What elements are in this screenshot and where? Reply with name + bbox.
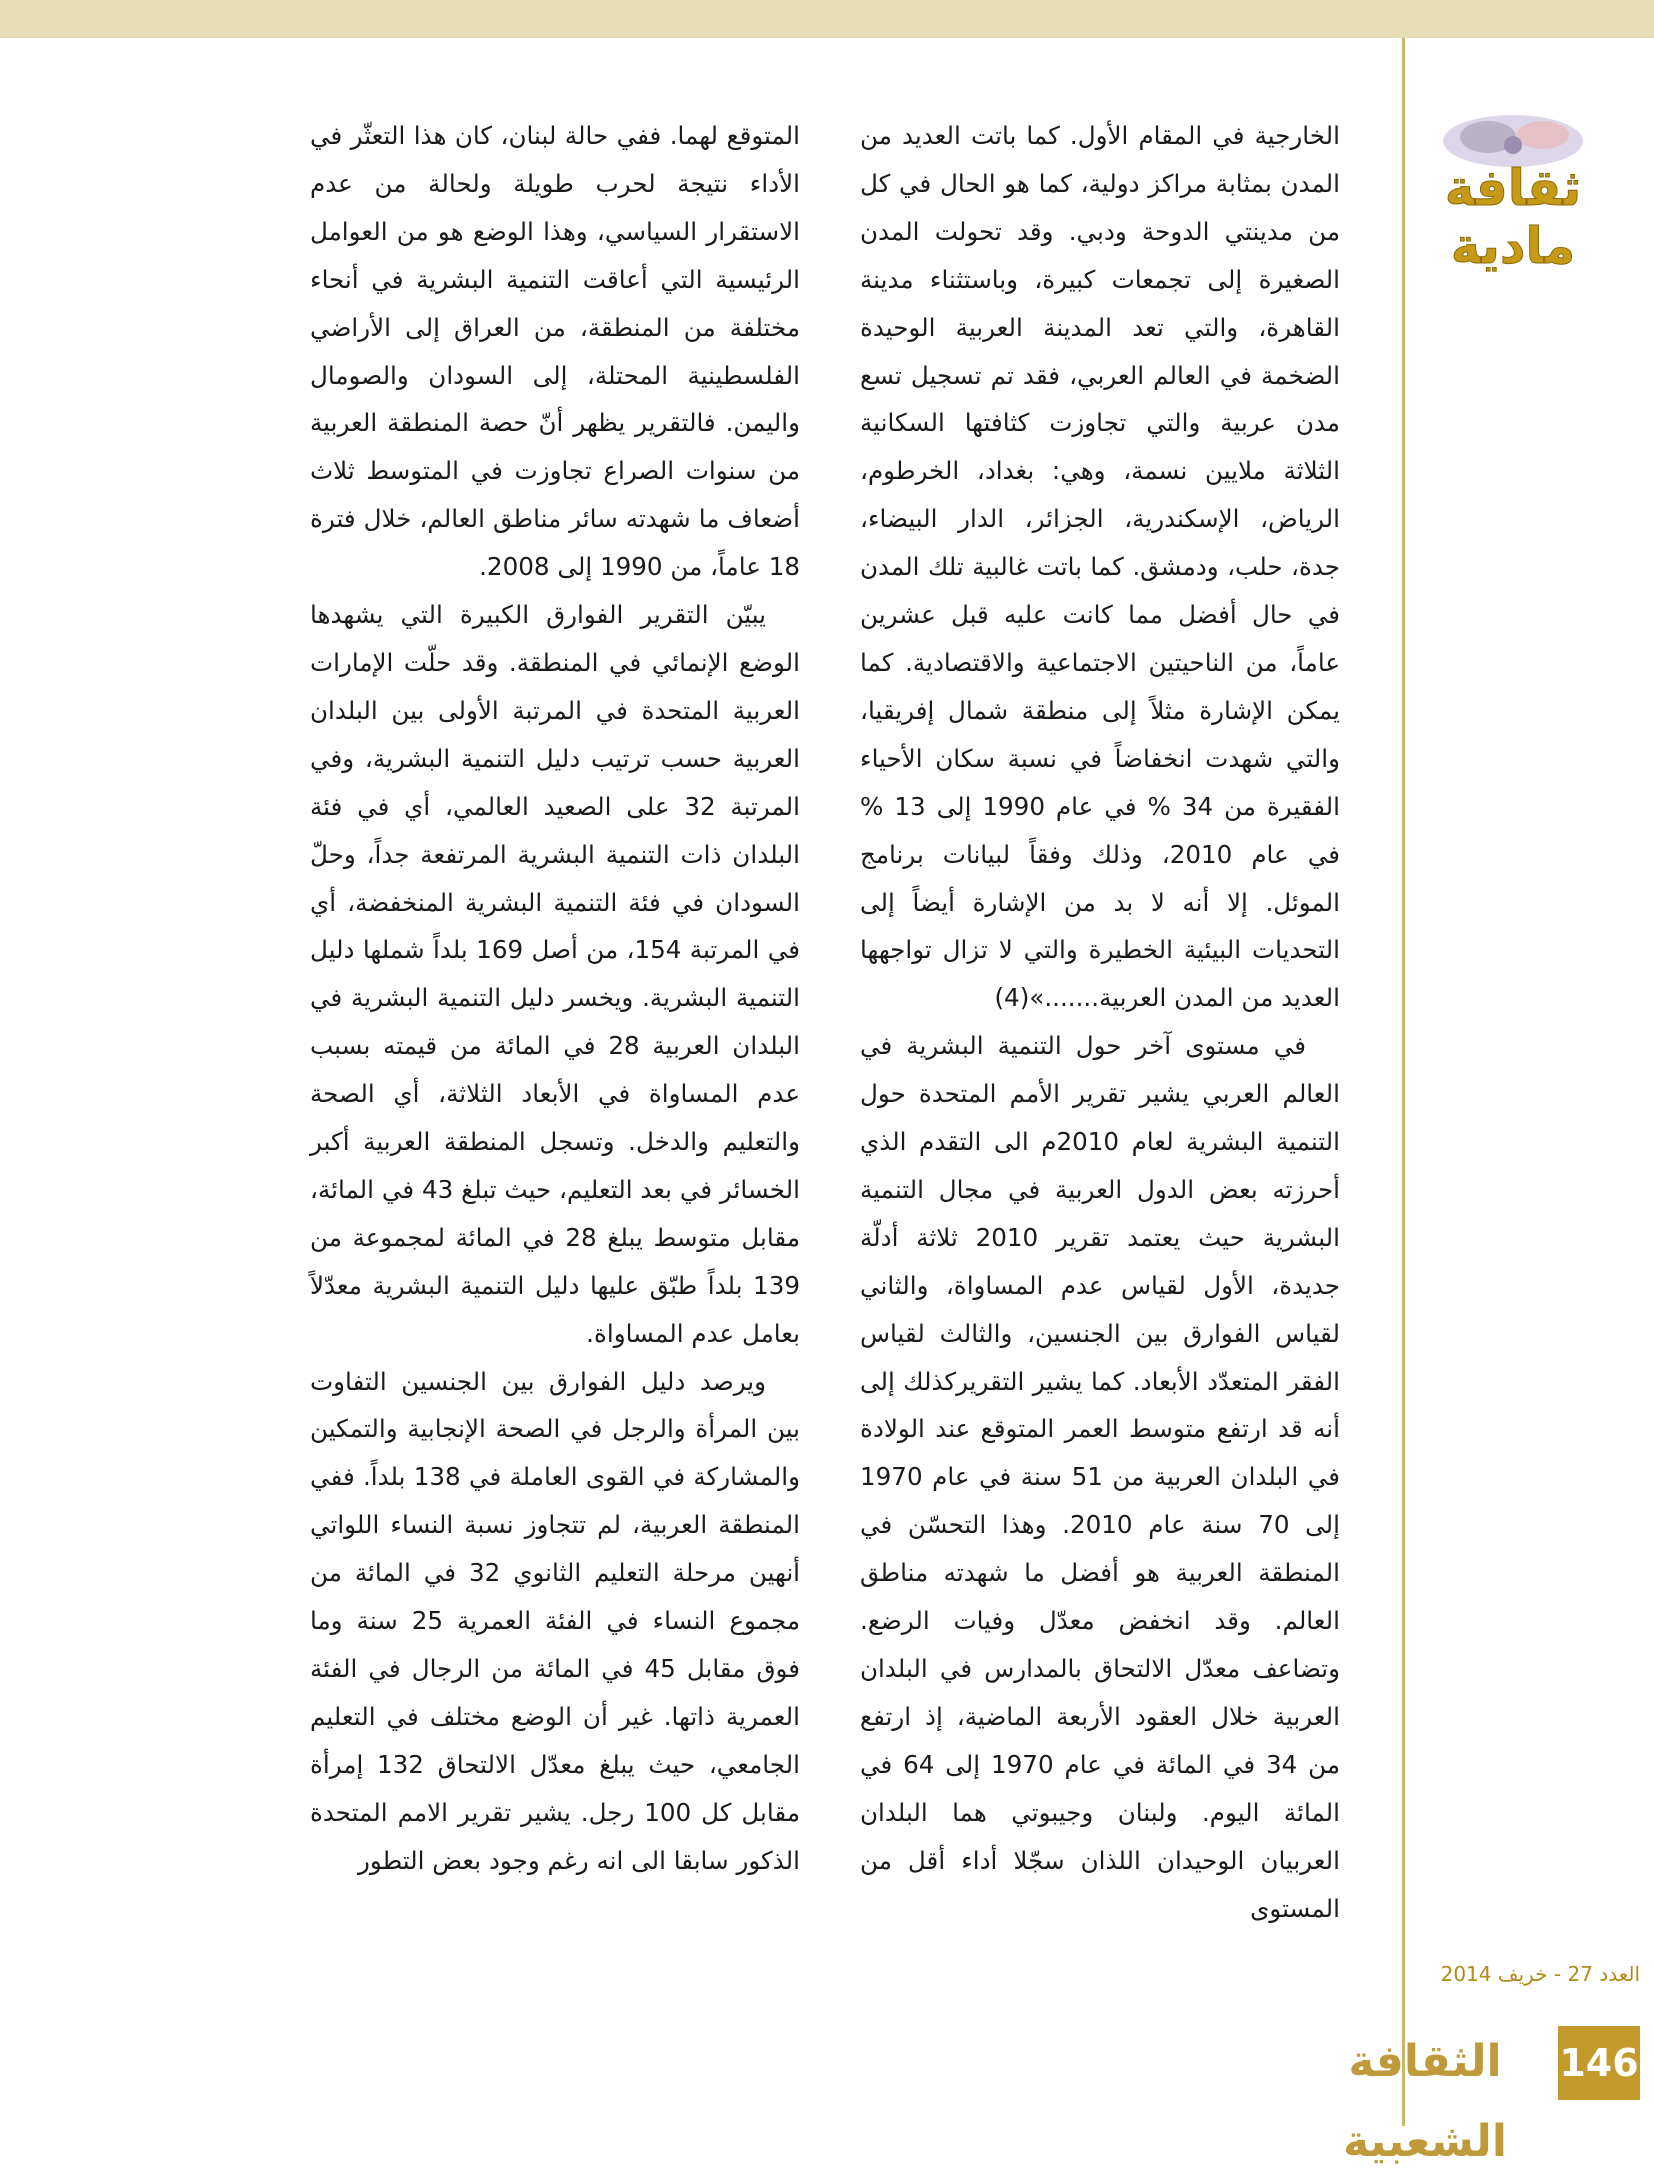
section-title-line-1: ثقافة bbox=[1444, 159, 1582, 217]
paragraph: في مستوى آخر حول التنمية البشرية في العالم العربي يشير تقرير الأمم المتحدة حول التنمية البشرية لعام 2010م الى التقدم الذي أحرزته بعض الدول العربية في مجال التنمية البشرية حيث يعتمد تقرير 2010 ثلاثة أدلّة جديدة، الأول لقياس عدم المساواة، والثاني لقياس الفوارق بين الجنسين، والثالث لقياس الفقر المتعدّد الأبعاد. كما يشير التقريركذلك إلى أنه قد ارتفع متوسط العمر المتوقع عند الولادة في البلدان العربية من 51 سنة في عام 1970 إلى 70 سنة عام 2010. وهذا التحسّن في المنطقة العربية هو أفضل ما شهدته مناطق العالم. وقد انخفض معدّل وفيات الرضع. وتضاعف معدّل الالتحاق بالمدارس في البلدان العربية خلال العقود الأربعة الماضية، إذ ارتفع من 34 في المائة في عام 1970 إلى 64 في المائة اليوم. ولبنان وجيبوتي هما البلدان العربيان الوحيدان اللذان سجّلا أداء أقل من المستوى bbox=[860, 1031, 1341, 1923]
column-divider bbox=[1402, 38, 1405, 2126]
section-logo bbox=[1428, 105, 1598, 280]
right-text-column bbox=[860, 112, 1340, 1932]
paragraph: المتوقع لهما. ففي حالة لبنان، كان هذا التعثّر في الأداء نتيجة لحرب طويلة ولحالة من عدم الاستقرار السياسي، وهذا الوضع هو من العوامل الرئيسية التي أعاقت التنمية البشرية في أنحاء مختلفة من المنطقة، من العراق إلى الأراضي الفلسطينية المحتلة، إلى السودان والصومال واليمن. فالتقرير يظهر أنّ حصة المنطقة العربية من سنوات الصراع تجاوزت في المتوسط ثلاث أضعاف ما شهدته سائر مناطق العالم، خلال فترة 18 عاماً، من 1990 إلى 2008. bbox=[310, 121, 800, 582]
section-title-line-2: مادية bbox=[1450, 217, 1576, 275]
paragraph: يبيّن التقرير الفوارق الكبيرة التي يشهدها الوضع الإنمائي في المنطقة. وقد حلّت الإمارات العربية المتحدة في المرتبة الأولى بين البلدان العربية حسب ترتيب دليل التنمية البشرية، وفي المرتبة 32 على الصعيد العالمي، أي في فئة البلدان ذات التنمية البشرية المرتفعة جداً، وحلّ السودان في فئة التنمية البشرية المنخفضة، أي في المرتبة 154، من أصل 169 بلداً شملها دليل التنمية البشرية. ويخسر دليل التنمية البشرية في البلدان العربية 28 في المائة من قيمته بسبب عدم المساواة في الأبعاد الثلاثة، أي الصحة والتعليم والدخل. وتسجل المنطقة العربية أكبر الخسائر في بعد التعليم، حيث تبلغ 43 في المائة، مقابل متوسط يبلغ 28 في المائة لمجموعة من 139 بلداً طبّق عليها دليل التنمية البشرية معدّلاً بعامل عدم المساواة. bbox=[310, 600, 801, 1348]
issue-label: العدد 27 - خريف 2014 bbox=[1440, 1962, 1640, 1986]
left-text-column bbox=[310, 112, 800, 1885]
top-band bbox=[0, 0, 1654, 38]
paragraph: ويرصد دليل الفوارق بين الجنسين التفاوت بين المرأة والرجل في الصحة الإنجابية والتمكين والمشاركة في القوى العاملة في 138 بلداً. ففي المنطقة العربية، لم تتجاوز نسبة النساء اللواتي أنهين مرحلة التعليم الثانوي 32 في المائة من مجموع النساء في الفئة العمرية 25 سنة وما فوق مقابل 45 في المائة من الرجال في الفئة العمرية ذاتها. غير أن الوضع مختلف في التعليم الجامعي، حيث يبلغ معدّل الالتحاق 132 إمرأة مقابل كل 100 رجل. يشير تقرير الامم المتحدة الذكور سابقا الى انه رغم وجود بعض التطور bbox=[310, 1366, 801, 1875]
page-number: 146 bbox=[1558, 2026, 1640, 2100]
paragraph: الخارجية في المقام الأول. كما باتت العديد من المدن بمثابة مراكز دولية، كما هو الحال في كل من مدينتي الدوحة ودبي. وقد تحولت المدن الصغيرة إلى تجمعات كبيرة، وباستثناء مدينة القاهرة، والتي تعد المدينة العربية الوحيدة الضخمة في العالم العربي، فقد تم تسجيل تسع مدن عربية والتي تجاوزت كثافتها السكانية الثلاثة ملايين نسمة، وهي: بغداد، الخرطوم، الرياض، الإسكندرية، الجزائر، الدار البيضاء، جدة، حلب، ودمشق. كما باتت غالبية تلك المدن في حال أفضل مما كانت عليه قبل عشرين عاماً، من الناحيتين الاجتماعية والاقتصادية. كما يمكن الإشارة مثلاً إلى منطقة شمال إفريقيا، والتي شهدت انخفاضاً في نسبة سكان الأحياء الفقيرة من 34 % في عام 1990 إلى 13 % في عام 2010، وذلك وفقاً لبيانات برنامج الموئل. إلا أنه لا بد من الإشارة أيضاً إلى التحديات البيئية الخطيرة والتي لا تزال تواجهها العديد من المدن العربية.......»(4) bbox=[860, 121, 1340, 1013]
magazine-logo: الثقافة الشعبية bbox=[1343, 2036, 1507, 2167]
